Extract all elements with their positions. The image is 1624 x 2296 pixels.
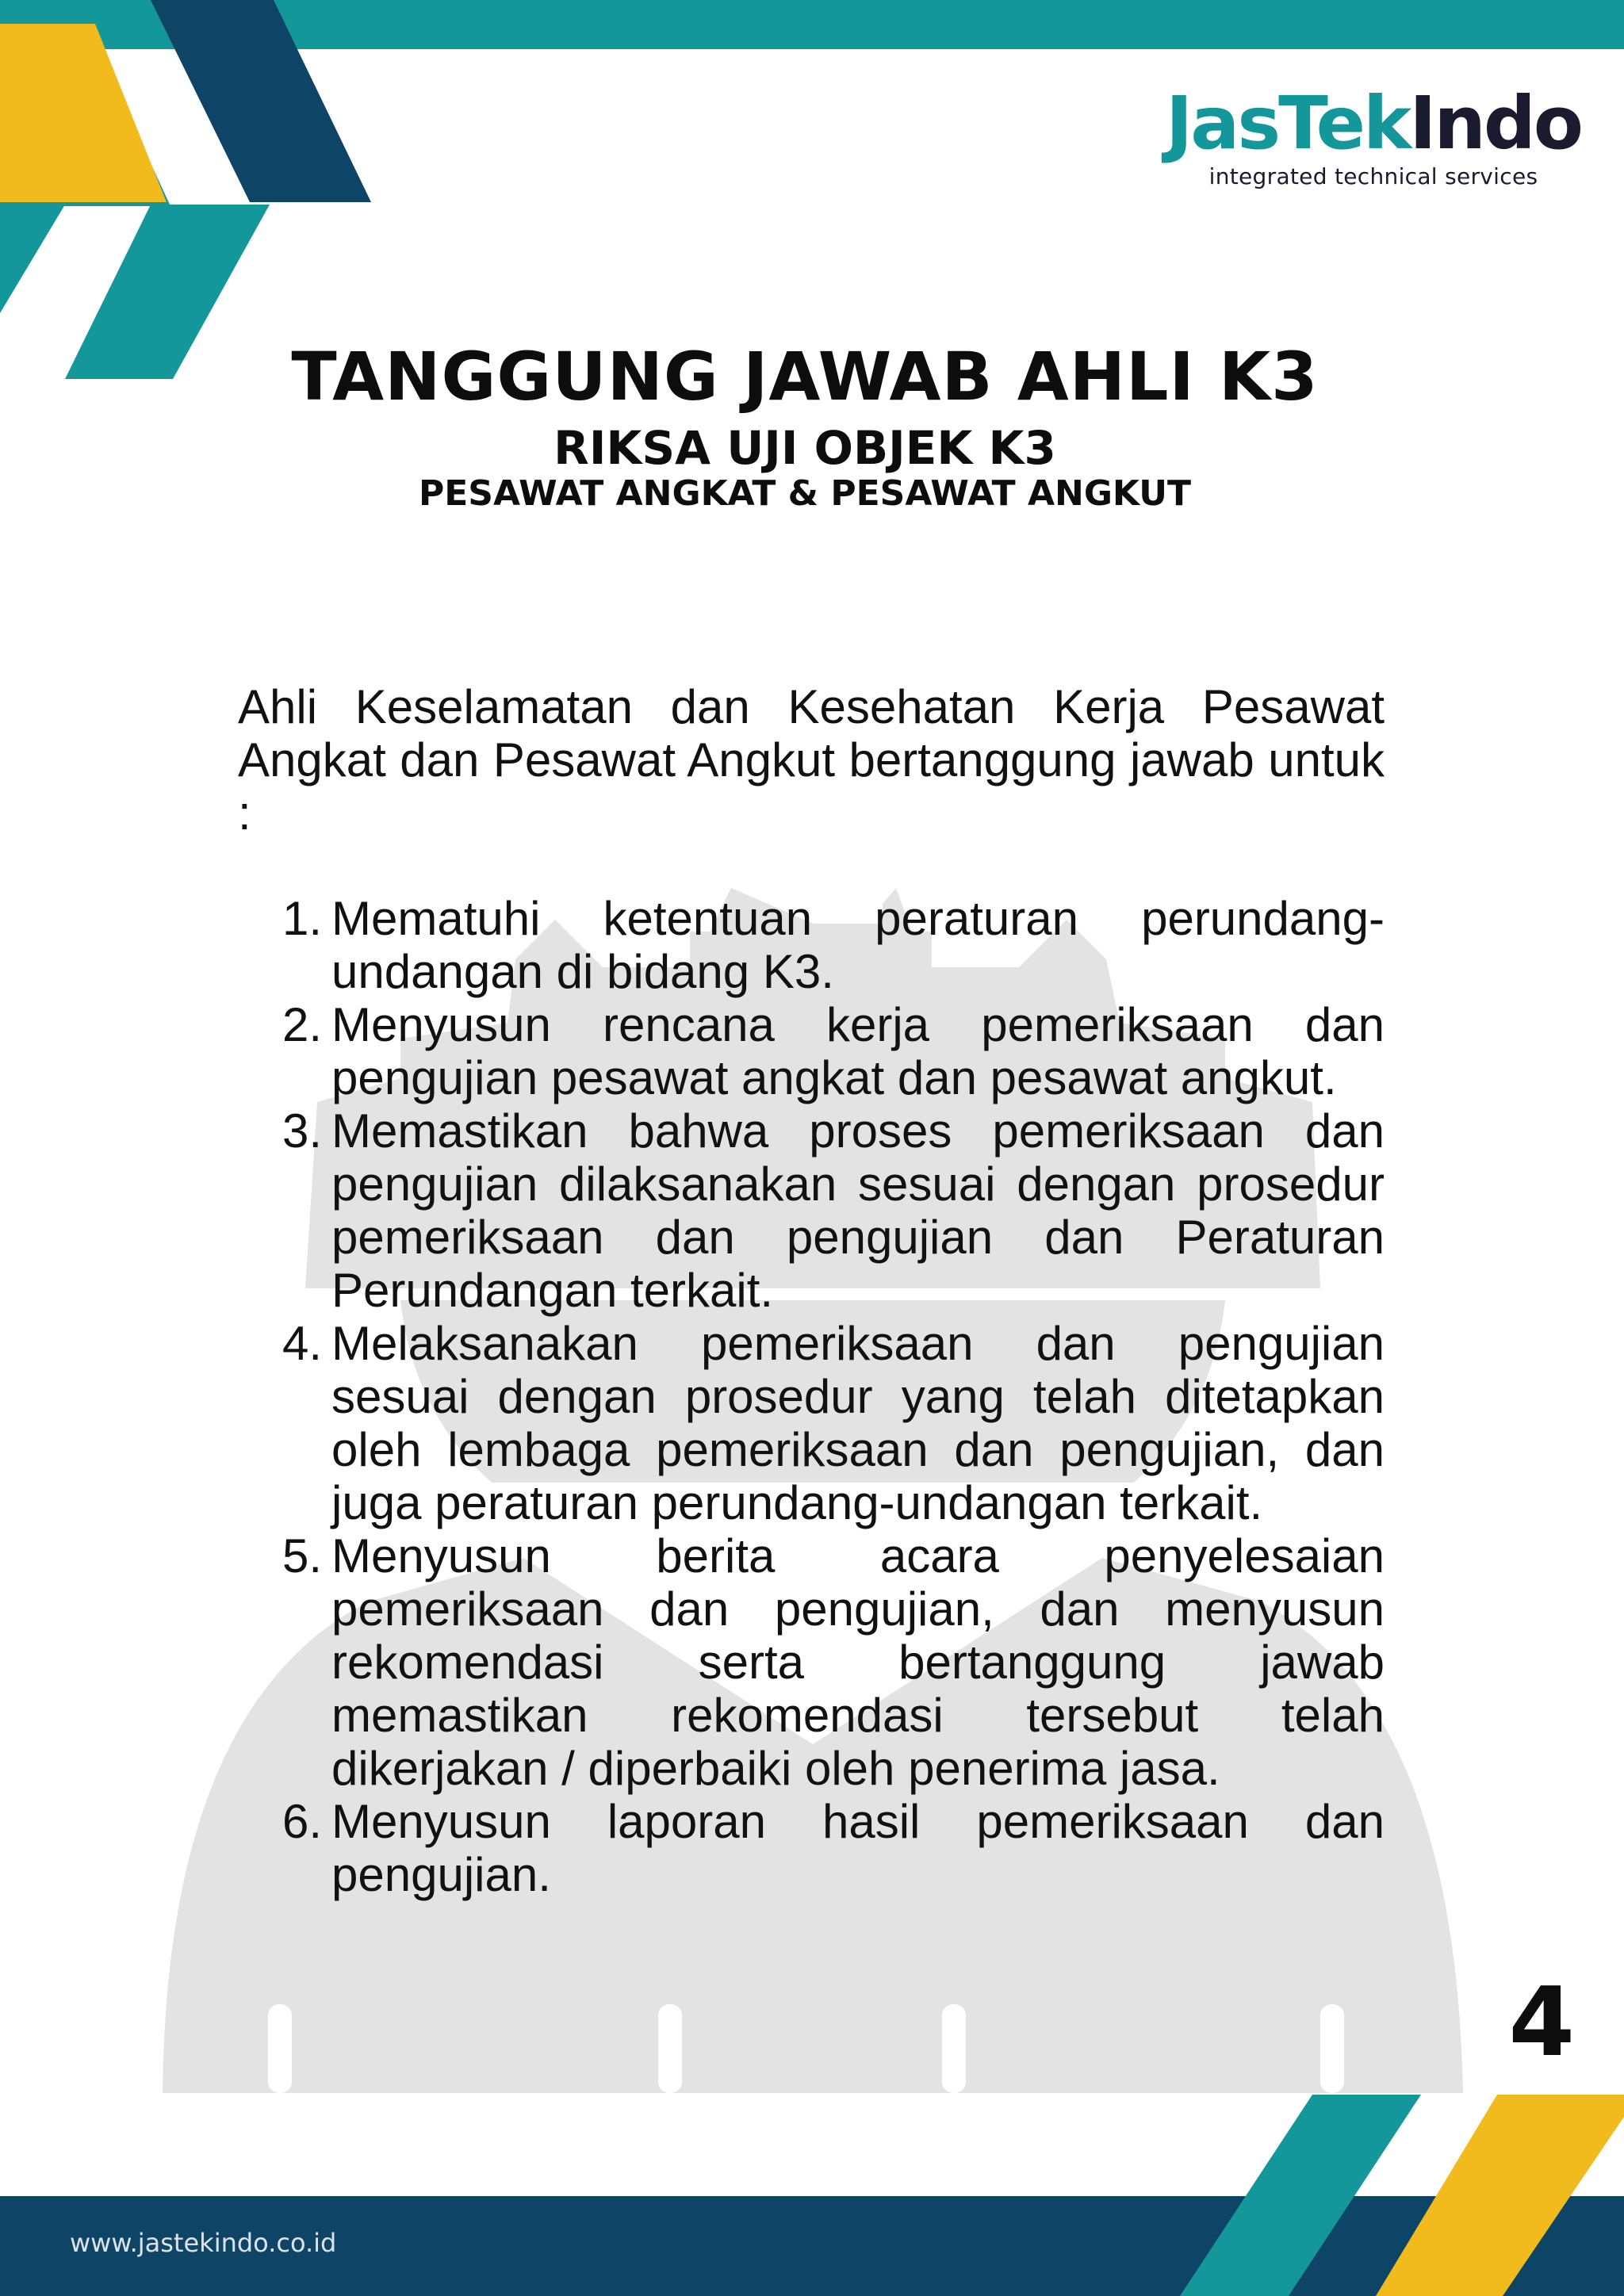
intro-paragraph: Ahli Keselamatan dan Kesehatan Kerja Pesawat Angkat dan Pesawat Angkut bertanggung jawab untuk : [238, 680, 1385, 840]
list-item-text: Menyusun laporan hasil pemeriksaan dan pengujian. [331, 1795, 1385, 1901]
list-item-text: Mematuhi ketentuan peraturan perundang-undangan di bidang K3. [331, 892, 1385, 998]
list-item [238, 892, 1385, 998]
list-item-text: Melaksanakan pemeriksaan dan pengujian sesuai dengan prosedur yang telah ditetapkan oleh lembaga pemeriksaan dan pengujian, dan juga peraturan perundang-undangan terkait. [331, 1317, 1385, 1529]
brand-logo [1166, 81, 1581, 189]
list-item [238, 1104, 1385, 1317]
chevron-navy [151, 0, 371, 202]
brand-name-part1: JasTek [1166, 81, 1410, 166]
brand-tagline: integrated technical services [1208, 163, 1538, 189]
footer-website-link[interactable]: www.jastekindo.co.id [70, 2228, 337, 2258]
list-item-text: Menyusun rencana kerja pemeriksaan dan pengujian pesawat angkat dan pesawat angkut. [331, 998, 1385, 1104]
list-item [238, 1529, 1385, 1795]
chevron-yellow [0, 24, 167, 202]
page-subtitle-2: PESAWAT ANGKAT & PESAWAT ANGKUT [419, 473, 1191, 514]
list-item-number: 6. [282, 1795, 323, 1848]
list-item-number: 1. [282, 892, 323, 945]
title-block [0, 333, 1610, 514]
list-item [238, 1317, 1385, 1529]
list-item [238, 1795, 1385, 1901]
page-number: 4 [1508, 1968, 1575, 2078]
list-item-number: 4. [282, 1317, 323, 1370]
brand-name-part2: Indo [1409, 81, 1581, 166]
page-title: TANGGUNG JAWAB AHLI K3 [291, 338, 1319, 415]
responsibility-list [238, 892, 1385, 1901]
list-item-number: 5. [282, 1529, 323, 1582]
list-item-text: Memastikan bahwa proses pemeriksaan dan pengujian dilaksanakan sesuai dengan prosedur pemeriksaan dan pengujian dan Peraturan Perundangan terkait. [331, 1104, 1385, 1317]
list-item-number: 3. [282, 1104, 323, 1158]
list-item-text: Menyusun berita acara penyelesaian pemeriksaan dan pengujian, dan menyusun rekomendasi serta bertanggung jawab memastikan rekomendasi tersebut telah dikerjakan / diperbaiki oleh penerima jasa. [331, 1529, 1385, 1795]
chevron-teal-lower-left [0, 205, 65, 313]
page-subtitle: RIKSA UJI OBJEK K3 [553, 421, 1056, 475]
list-item [238, 998, 1385, 1104]
list-item-number: 2. [282, 998, 323, 1051]
content-body [238, 680, 1385, 1901]
